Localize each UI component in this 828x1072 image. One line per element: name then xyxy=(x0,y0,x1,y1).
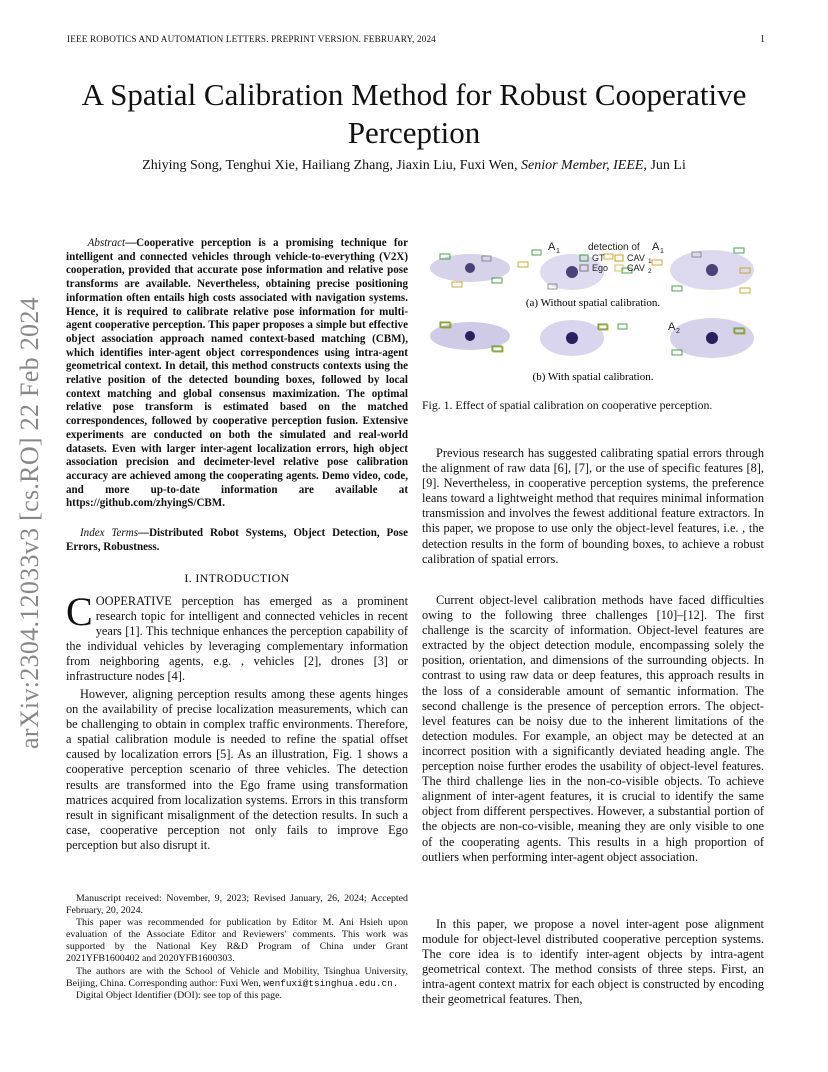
figure-1 xyxy=(422,238,764,388)
legend-a1: A xyxy=(652,241,660,253)
right-paragraph-2: Current object-level calibration methods have faced difficulties owing to the following three challenges [10]–[12]. The first challenge is the scarcity of information. Object-level features are extracted by the object detection module, encompassing solely the position, orientation, and dimensions of the surrounding objects. In contrast to using raw data or deep features, this approach results in the loss of a considerable amount of semantic information. The second challenge is the presence of perception errors. The object-level features can be noisy due to the inherent limitations of the detection modules. For example, an object may be detected at an incorrect position with a significantly deviated heading angle. The perception noise further erodes the usability of object-level features. The third challenge lies in the non-co-visible objects. To achieve alignment of inter-agent features, it is crucial to identify the same object from different perspectives. However, a substantial portion of the objects are non-co-visible, meaning they are only visible to one of the cooperating agents. This results in a high proportion of outliers when performing inter-agent object association. xyxy=(422,593,764,864)
right-paragraph-1: Previous research has suggested calibrating spatial errors through the alignment of raw data [6], [7], or the use of specific features [8], [9]. Nevertheless, in cooperative perception systems, the preference leans toward a lightweight method that requires minimal information transmission and involves the fewest additional feature extractors. In this paper, we propose to use only the object-level features, i.e. , the detection results in the form of bounding boxes, to achieve a robust calibration of spatial errors. xyxy=(422,446,764,566)
legend-title: detection of xyxy=(588,242,640,253)
author-list: Zhiying Song, Tenghui Xie, Hailiang Zhang, Jiaxin Liu, Fuxi Wen, Senior Member, IEEE, Jun Li xyxy=(142,158,686,173)
panel-b-label: A xyxy=(668,321,676,333)
intro-paragraph-2: However, aligning perception results among these agents hinges on the availability of precise localization measurements, which can be challenging to obtain in complex traffic environments. Therefore, a spatial calibration module is needed to refine the spatial offset caused by localization errors [5]. As an illustration, Fig. 1 shows a cooperative perception scenario of three vehicles. The detection results are transformed into the Ego frame using transformation matrices acquired from localization systems. Errors in this transform result in significant misalignment of the detection results. In such a case, cooperative perception not only fails to improve Ego perception but also disrupt it. xyxy=(66,687,408,852)
footnote-doi: Digital Object Identifier (DOI): see top of this page. xyxy=(76,989,282,1001)
legend-cav1: CAV xyxy=(627,253,645,263)
arxiv-stamp: arXiv:2304.12033v3 [cs.RO] 22 Feb 2024 xyxy=(15,296,44,749)
footnotes xyxy=(66,893,408,1002)
page-number: 1 xyxy=(760,34,765,45)
legend-cav2: CAV xyxy=(627,263,645,273)
section-heading: I. INTRODUCTION xyxy=(184,571,290,585)
footnote-funding: This paper was recommended for publication by Editor M. Ani Hsieh upon evaluation of the Associate Editor and Reviewers' comments. This work was supported by the National Key R&D Program of China under Grant 2021YFB1600402 and 2020YFB1600303. xyxy=(66,917,408,965)
svg-text:1: 1 xyxy=(556,248,560,255)
right-paragraph-3: In this paper, we propose a novel inter-agent pose alignment module for object-level distributed cooperative perception systems. The core idea is to identify inter-agent objects by intra-agent geometrical context. The method consists of three steps. First, an intra-agent context matrix for each object is constructed by encoding their geometrical features. Then, xyxy=(422,917,764,1007)
panel-b-pointcloud xyxy=(430,318,754,358)
subcaption-b: (b) With spatial calibration. xyxy=(532,371,654,383)
svg-text:2: 2 xyxy=(648,268,652,275)
panel-a-label: A xyxy=(548,241,556,253)
legend-gt: GT xyxy=(592,253,605,263)
figure-1-image xyxy=(422,238,764,388)
drop-cap: C xyxy=(66,589,93,634)
subcaption-a: (a) Without spatial calibration. xyxy=(525,297,661,309)
index-terms: Index Terms—Distributed Robot Systems, Object Detection, Pose Errors, Robustness. xyxy=(66,527,408,553)
figure-caption: Fig. 1. Effect of spatial calibration on cooperative perception. xyxy=(422,398,713,412)
footnote-affiliation: The authors are with the School of Vehicle and Mobility, Tsinghua University, Beijing, China. Corresponding author: Fuxi Wen, wenfuxi@tsinghua.edu.cn. xyxy=(66,965,408,989)
intro-paragraph-1: COOPERATIVE perception has emerged as a prominent research topic for intelligent and connected vehicles in recent years [1]. This technique enhances the perception capability of the individual vehicles by leveraging complementary information from neighboring agents, e.g. , vehicles [2], drones [3] or infrastructure nodes [4]. xyxy=(66,589,408,684)
footnote-received: Manuscript received: November, 9, 2023; Revised January, 26, 2024; Accepted February, 20, 2024. xyxy=(66,893,408,917)
svg-text:2: 2 xyxy=(676,328,680,335)
paper-title: A Spatial Calibration Method for Robust Cooperative Perception xyxy=(81,77,747,150)
svg-text:1: 1 xyxy=(660,248,664,255)
running-header: IEEE ROBOTICS AND AUTOMATION LETTERS. PREPRINT VERSION. FEBRUARY, 2024 xyxy=(67,34,436,44)
svg-text:1: 1 xyxy=(648,258,652,265)
abstract: Abstract—Cooperative perception is a promising technique for intelligent and connected vehicles through vehicle-to-everything (V2X) cooperation, provided that accurate pose information and relative pose transforms are available. Nevertheless, obtaining precise positioning information often entails high costs associated with navigation systems. Hence, it is required to calibrate relative pose information for multi-agent cooperative perception. This paper proposes a simple but effective object association approach named context-based matching (CBM), which identifies inter-agent object correspondences using intra-agent geometrical context. In detail, this method constructs contexts using the relative position of the detected bounding boxes, followed by local context matching and global consensus maximization. The optimal relative pose transform is estimated based on the matched correspondences, followed by cooperative perception fusion. Extensive experiments are conducted on both the simulated and real-world datasets. Even with larger inter-agent localization errors, high object association precision and decimeter-level relative pose calibration accuracy are achieved among the cooperating agents. Demo video, code, and more up-to-date information are available at https://github.com/zhyingS/CBM. xyxy=(66,237,408,510)
legend-ego: Ego xyxy=(592,263,609,273)
